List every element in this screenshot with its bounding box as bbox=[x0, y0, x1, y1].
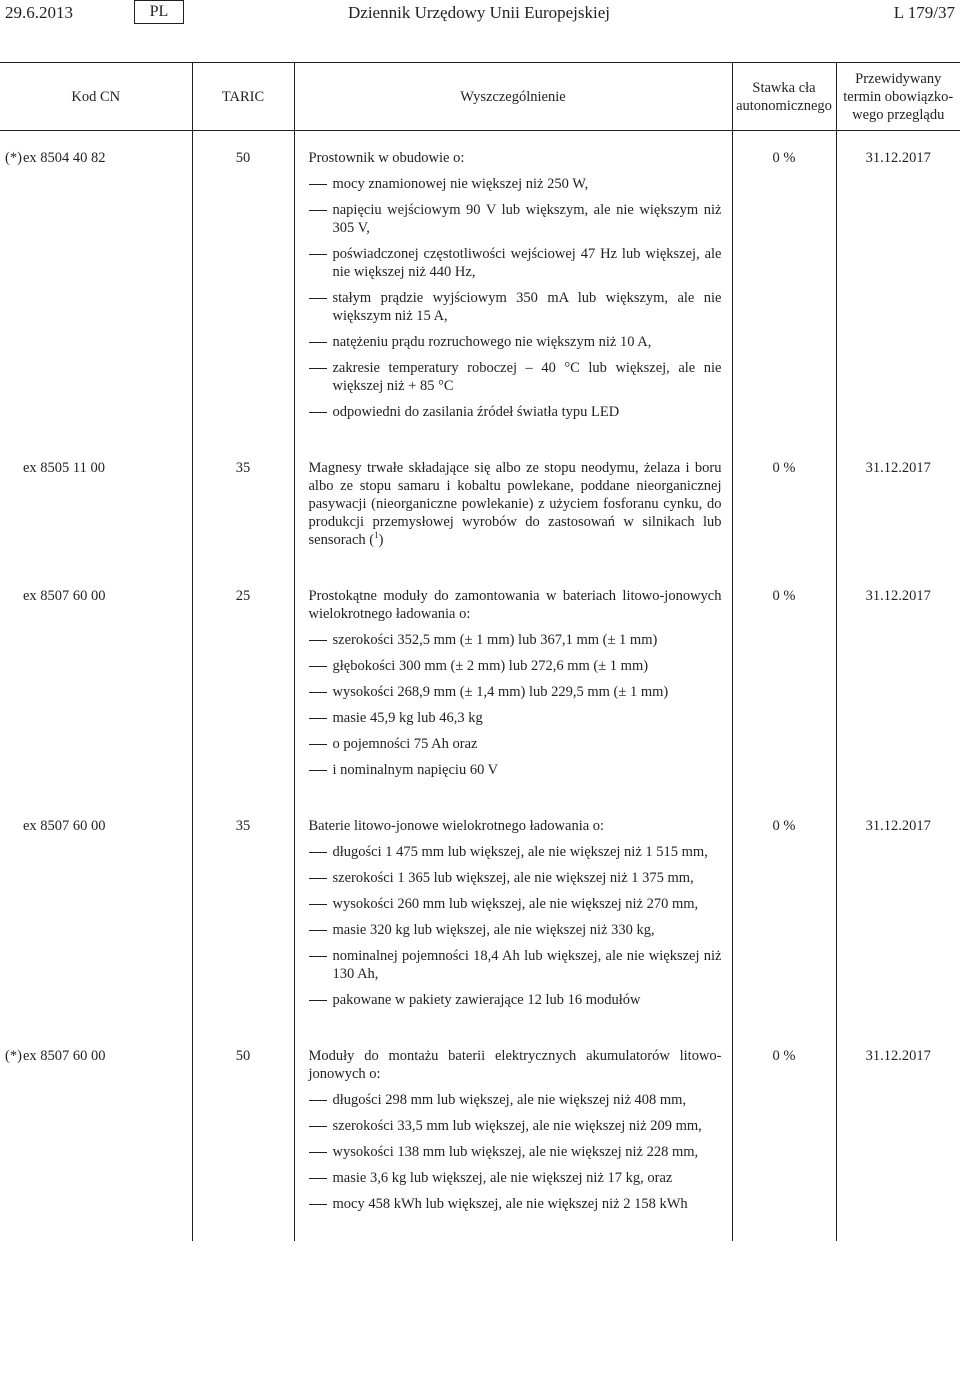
goods-description bbox=[309, 817, 722, 835]
cn-code-cell bbox=[0, 131, 192, 450]
review-label-line3: wego przeglądu bbox=[852, 106, 945, 123]
tariff-table bbox=[0, 62, 960, 1241]
spec-item: szerokości 1 365 lub większej, ale nie większej niż 1 375 mm, bbox=[309, 869, 722, 887]
taric-code: 50 bbox=[192, 1037, 294, 1241]
cn-code: ex 8507 60 00 bbox=[23, 818, 106, 834]
spec-item: napięciu wejściowym 90 V lub większym, ale nie większym niż 305 V, bbox=[309, 201, 722, 237]
spec-item: mocy znamionowej nie większej niż 250 W, bbox=[309, 175, 722, 193]
description-text: Prostokątne moduły do zamontowania w bateriach litowo-jonowych wielokrotnego ładowania o: bbox=[308, 588, 722, 622]
spec-item: poświadczonej częstotliwości wejściowej 47 Hz lub większej, ale nie większej niż 440 Hz, bbox=[309, 245, 722, 281]
column-header-review-date bbox=[836, 63, 960, 131]
spec-item: pakowane w pakiety zawierające 12 lub 16 modułów bbox=[309, 991, 722, 1009]
taric-code: 35 bbox=[192, 449, 294, 577]
goods-description bbox=[309, 149, 722, 167]
description-text: Magnesy trwałe składające się albo ze stopu neodymu, żelaza i boru albo ze stopu samaru i kobaltu powlekane, poddane nieorganicznej pasywacji (nieorganiczne powlekanie) z użyciem fosforanu cynku, do produkcji przemysłowej wyrobów do zastosowań w silnikach lub sensorach ( bbox=[308, 460, 722, 548]
review-date: 31.12.2017 bbox=[836, 131, 960, 450]
duty-rate: 0 % bbox=[732, 131, 836, 450]
asterisk-marker: (*) bbox=[5, 150, 22, 166]
spec-item: zakresie temperatury roboczej – 40 °C lub większej, ale nie większej niż + 85 °C bbox=[309, 359, 722, 395]
duty-rate: 0 % bbox=[732, 807, 836, 1037]
spec-item: natężeniu prądu rozruchowego nie większym niż 10 A, bbox=[309, 333, 722, 351]
description-cell bbox=[294, 131, 732, 450]
spec-item: odpowiedni do zasilania źródeł światła typu LED bbox=[309, 403, 722, 421]
duty-rate-label-line1: Stawka cła bbox=[752, 79, 816, 96]
spec-list bbox=[309, 631, 722, 779]
cn-code: ex 8505 11 00 bbox=[23, 460, 106, 476]
duty-rate-label-line2: autonomicznego bbox=[736, 97, 832, 114]
spec-item: mocy 458 kWh lub większej, ale nie większej niż 2 158 kWh bbox=[309, 1195, 722, 1213]
goods-description bbox=[309, 587, 722, 623]
table-row bbox=[0, 449, 960, 577]
spec-item: masie 320 kg lub większej, ale nie większej niż 330 kg, bbox=[309, 921, 722, 939]
spec-item: wysokości 268,9 mm (± 1,4 mm) lub 229,5 mm (± 1 mm) bbox=[309, 683, 722, 701]
duty-rate: 0 % bbox=[732, 449, 836, 577]
table-row bbox=[0, 131, 960, 450]
spec-item: szerokości 352,5 mm (± 1 mm) lub 367,1 mm (± 1 mm) bbox=[309, 631, 722, 649]
taric-code: 35 bbox=[192, 807, 294, 1037]
cn-code: ex 8507 60 00 bbox=[23, 588, 106, 604]
review-date: 31.12.2017 bbox=[836, 807, 960, 1037]
review-date: 31.12.2017 bbox=[836, 449, 960, 577]
table-row bbox=[0, 1037, 960, 1241]
spec-item: głębokości 300 mm (± 2 mm) lub 272,6 mm (± 1 mm) bbox=[309, 657, 722, 675]
review-date: 31.12.2017 bbox=[836, 1037, 960, 1241]
asterisk-marker bbox=[5, 817, 23, 835]
taric-code: 25 bbox=[192, 577, 294, 807]
duty-rate: 0 % bbox=[732, 1037, 836, 1241]
cn-code-cell bbox=[0, 1037, 192, 1241]
asterisk-marker bbox=[5, 459, 23, 477]
goods-description bbox=[309, 459, 722, 549]
page-number: L 179/37 bbox=[893, 3, 955, 22]
cn-code: ex 8504 40 82 bbox=[23, 150, 106, 166]
page-header bbox=[0, 0, 960, 34]
cn-code-cell bbox=[0, 449, 192, 577]
column-header-description: Wyszczególnienie bbox=[294, 63, 732, 131]
spec-item: wysokości 260 mm lub większej, ale nie większej niż 270 mm, bbox=[309, 895, 722, 913]
cn-code: ex 8507 60 00 bbox=[23, 1048, 106, 1064]
publication-date: 29.6.2013 bbox=[5, 3, 73, 22]
spec-item: masie 3,6 kg lub większej, ale nie większej niż 17 kg, oraz bbox=[309, 1169, 722, 1187]
description-text: Moduły do montażu baterii elektrycznych akumulatorów litowo-jonowych o: bbox=[308, 1048, 722, 1082]
description-cell bbox=[294, 449, 732, 577]
asterisk-marker: (*) bbox=[5, 1048, 22, 1064]
description-text-end: ) bbox=[378, 532, 384, 548]
table-row bbox=[0, 807, 960, 1037]
language-badge: PL bbox=[134, 0, 184, 24]
review-label-line2: termin obowiązko- bbox=[843, 88, 954, 105]
cn-code-cell bbox=[0, 807, 192, 1037]
spec-item: wysokości 138 mm lub większej, ale nie większej niż 228 mm, bbox=[309, 1143, 722, 1161]
table-row bbox=[0, 577, 960, 807]
table-header bbox=[0, 63, 960, 131]
table-body bbox=[0, 131, 960, 1242]
spec-item: masie 45,9 kg lub 46,3 kg bbox=[309, 709, 722, 727]
description-text: Baterie litowo-jonowe wielokrotnego ładowania o: bbox=[308, 818, 605, 834]
column-header-cn: Kod CN bbox=[0, 63, 192, 131]
spec-item: i nominalnym napięciu 60 V bbox=[309, 761, 722, 779]
spec-item: długości 298 mm lub większej, ale nie większej niż 408 mm, bbox=[309, 1091, 722, 1109]
column-header-duty-rate bbox=[732, 63, 836, 131]
review-label-line1: Przewidywany bbox=[855, 70, 942, 87]
spec-list bbox=[309, 175, 722, 421]
review-date: 31.12.2017 bbox=[836, 577, 960, 807]
journal-title: Dziennik Urzędowy Unii Europejskiej bbox=[348, 3, 611, 22]
spec-item: długości 1 475 mm lub większej, ale nie większej niż 1 515 mm, bbox=[309, 843, 722, 861]
cn-code-cell bbox=[0, 577, 192, 807]
spec-item: stałym prądzie wyjściowym 350 mA lub większym, ale nie większym niż 15 A, bbox=[309, 289, 722, 325]
column-header-taric: TARIC bbox=[192, 63, 294, 131]
spec-item: szerokości 33,5 mm lub większej, ale nie większej niż 209 mm, bbox=[309, 1117, 722, 1135]
taric-code: 50 bbox=[192, 131, 294, 450]
description-cell bbox=[294, 1037, 732, 1241]
spec-list bbox=[309, 843, 722, 1009]
footnote-ref: 1 bbox=[374, 530, 379, 541]
asterisk-marker bbox=[5, 587, 23, 605]
spec-item: o pojemności 75 Ah oraz bbox=[309, 735, 722, 753]
spec-list bbox=[309, 1091, 722, 1213]
description-text: Prostownik w obudowie o: bbox=[308, 150, 465, 166]
spec-item: nominalnej pojemności 18,4 Ah lub większej, ale nie większej niż 130 Ah, bbox=[309, 947, 722, 983]
duty-rate: 0 % bbox=[732, 577, 836, 807]
description-cell bbox=[294, 577, 732, 807]
description-cell bbox=[294, 807, 732, 1037]
goods-description bbox=[309, 1047, 722, 1083]
